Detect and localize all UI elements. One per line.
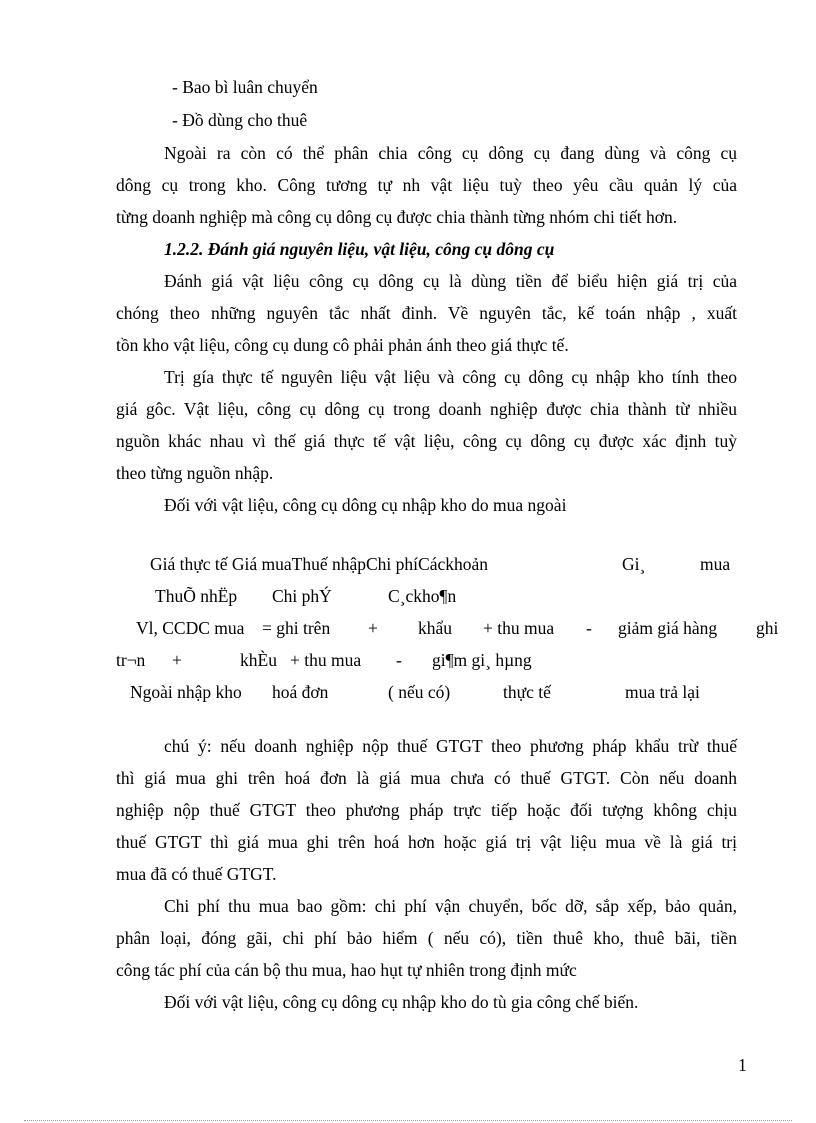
list-item-packaging: - Bao bì luân chuyển (172, 77, 318, 97)
formula-cell: + (368, 618, 378, 638)
section-heading: 1.2.2. Đánh giá nguyên liệu, vật liệu, công cụ dông cụ (164, 239, 555, 259)
formula-cell: mua (700, 554, 731, 574)
formula-cell: thực tế (503, 682, 551, 702)
paragraph-1-line-3: từng doanh nghiệp mà công cụ dông cụ được chia thành từng nhóm chi tiết hơn. (116, 207, 678, 227)
formula-cell: hoá đơn (272, 682, 329, 702)
paragraph-1-line-1: Ngoài ra còn có thể phân chia công cụ dông cụ đang dùng và công cụ (164, 143, 737, 163)
paragraph-3-line-2: giá gôc. Vật liệu, công cụ dông cụ trong doanh nghiệp được chia thành từ nhiều (116, 399, 737, 419)
formula-cell: ghi (756, 618, 779, 638)
formula-cell: = ghi trên (262, 618, 331, 638)
formula-cell: Gi¸ (622, 554, 646, 574)
paragraph-5-line-3: nghiệp nộp thuế GTGT theo phương pháp trực tiếp hoặc đối tượng không chịu (116, 800, 737, 820)
list-item-rental: - Đồ dùng cho thuê (172, 110, 308, 130)
formula-cell: + thu mua (290, 650, 362, 670)
paragraph-3-line-3: nguồn khác nhau vì thế giá thực tế vật liệu, công cụ dông cụ được xác định tuỳ (116, 431, 737, 451)
formula-cell: Vl, CCDC mua (136, 618, 245, 638)
paragraph-2-line-2: chóng theo những nguyên tắc nhất đinh. Về nguyên tắc, kế toán nhập , xuất (116, 303, 737, 323)
formula-cell: Ngoài nhập kho (130, 682, 242, 702)
formula-cell: gi¶m gi¸ hµng (432, 650, 532, 670)
paragraph-5-line-1: chú ý: nếu doanh nghiệp nộp thuế GTGT theo phương pháp khẩu trừ thuế (164, 736, 737, 756)
formula-cell: giảm giá hàng (618, 618, 718, 638)
formula-cell: + thu mua (483, 618, 555, 638)
formula-cell: ( nếu có) (388, 682, 451, 702)
formula-cell: tr¬n (116, 650, 146, 670)
formula-cell: - (586, 618, 592, 638)
paragraph-3-line-4: theo từng nguồn nhập. (116, 463, 274, 483)
formula-cell: mua trả lại (625, 682, 700, 702)
formula-cell: khÈu (240, 650, 277, 670)
formula-cell: - (396, 650, 402, 670)
paragraph-6-line-3: công tác phí của cán bộ thu mua, hao hụt tự nhiên trong định mức (116, 960, 577, 980)
page-bottom-border (24, 1120, 792, 1121)
paragraph-5-line-2: thì giá mua ghi trên hoá đơn là giá mua chưa có thuế GTGT. Còn nếu doanh (116, 768, 737, 788)
page-number: 1 (738, 1055, 747, 1075)
formula-cell: Chi phÝ (272, 586, 332, 606)
formula-cell: C¸ckho¶n (388, 586, 457, 606)
paragraph-5-line-5: mua đã có thuế GTGT. (116, 864, 277, 884)
paragraph-7: Đối với vật liệu, công cụ dông cụ nhập kho do tù gia công chế biến. (164, 992, 639, 1012)
paragraph-5-line-4: thuế GTGT thì giá mua ghi trên hoá hơn hoặc giá trị vật liệu mua về là giá trị (116, 832, 737, 852)
paragraph-2-line-1: Đánh giá vật liệu công cụ dông cụ là dùng tiền để biểu hiện giá trị của (164, 271, 737, 291)
formula-cell: khẩu (418, 618, 453, 638)
paragraph-4: Đối với vật liệu, công cụ dông cụ nhập kho do mua ngoài (164, 495, 567, 515)
paragraph-2-line-3: tồn kho vật liệu, công cụ dung cô phải phản ánh theo giá thực tế. (116, 335, 569, 355)
paragraph-6-line-2: phân loại, đóng gãi, chi phí bảo hiểm ( nếu có), tiền thuê kho, thuê bãi, tiền (116, 928, 737, 948)
formula-cell: ThuÕ nhËp (155, 586, 238, 606)
formula-cell: + (172, 650, 182, 670)
paragraph-1-line-2: dông cụ trong kho. Công tương tự nh vật liệu tuỳ theo yêu cầu quản lý của (116, 175, 737, 195)
formula-header-row: Giá thực tế Giá muaThuế nhậpChi phíCáckhoản (150, 554, 489, 574)
paragraph-6-line-1: Chi phí thu mua bao gồm: chi phí vận chuyển, bốc dỡ, sắp xếp, bảo quản, (164, 896, 737, 916)
paragraph-3-line-1: Trị gía thực tế nguyên liệu vật liệu và công cụ dông cụ nhập kho tính theo (164, 367, 737, 387)
